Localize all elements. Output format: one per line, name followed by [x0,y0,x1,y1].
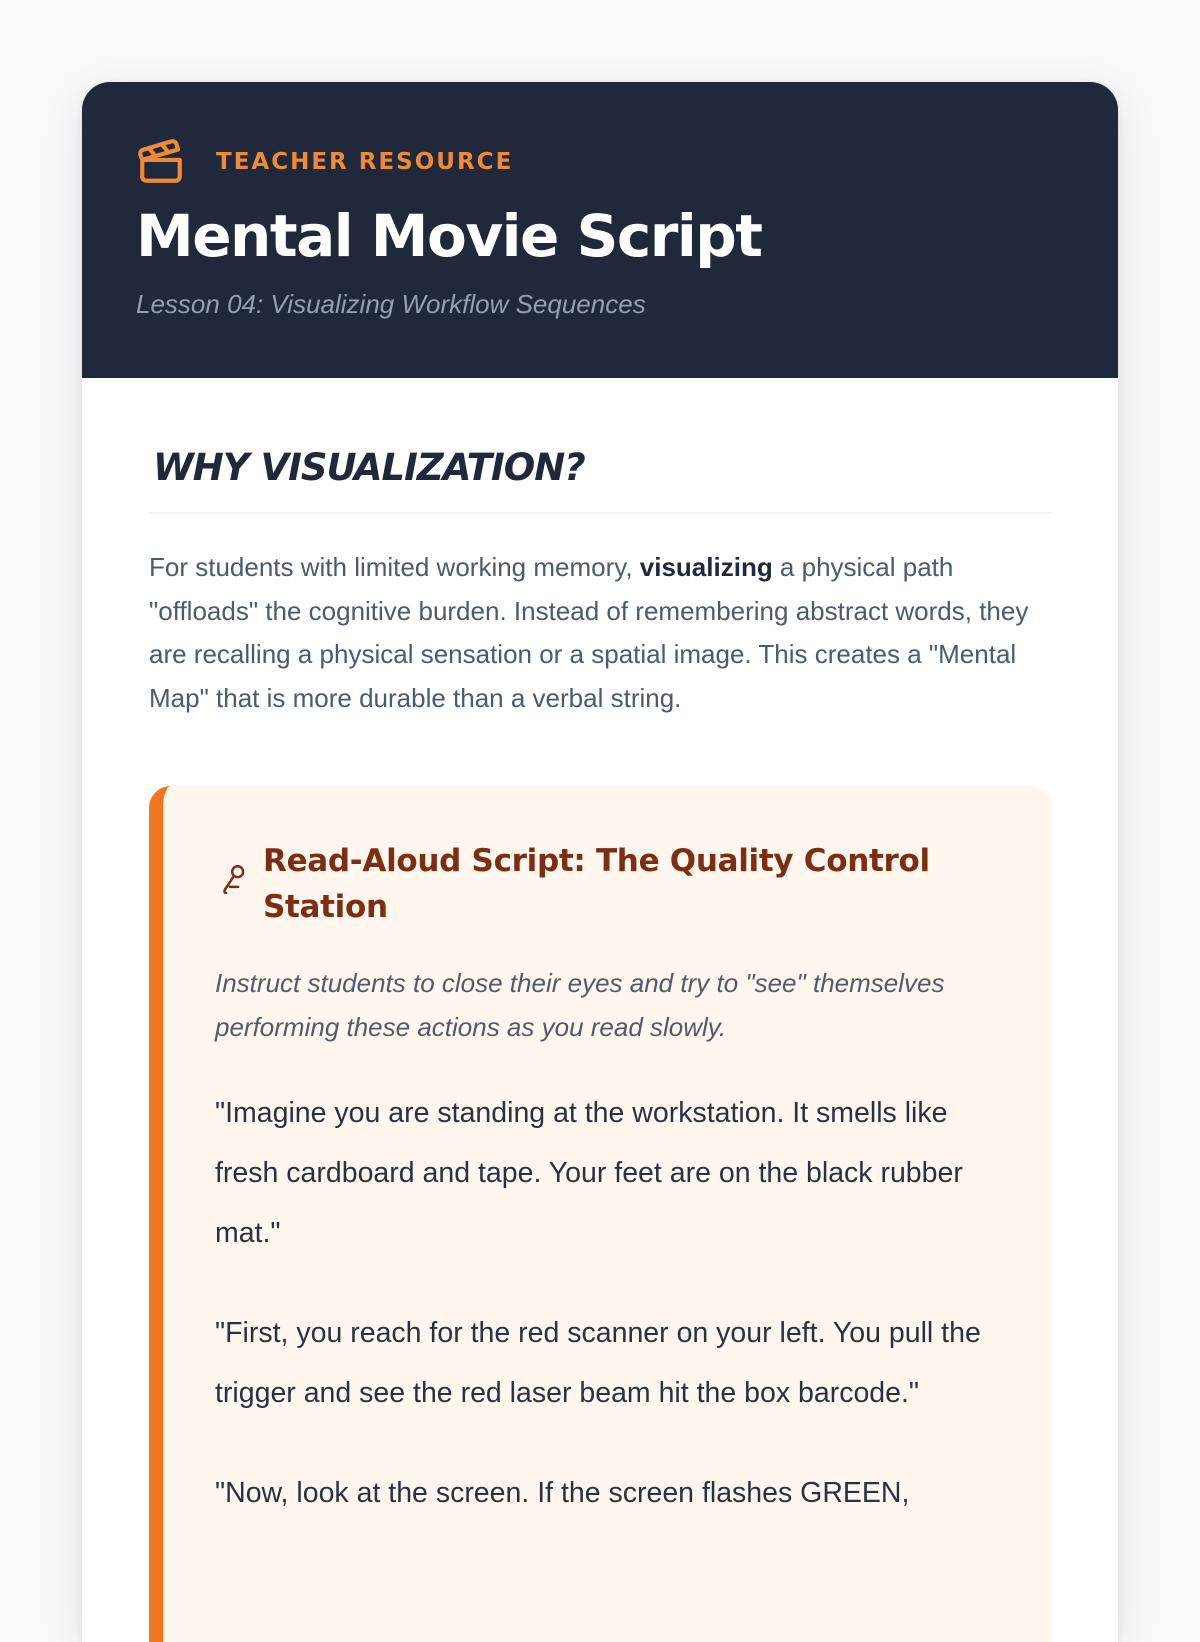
script-header [215,838,992,930]
page-title: Mental Movie Script [136,202,762,270]
section-heading: WHY VISUALIZATION? [153,446,585,489]
page-subtitle: Lesson 04: Visualizing Workflow Sequences [136,289,646,319]
intro-emphasis: visualizing [639,552,773,582]
lesson-card [82,82,1118,1642]
intro-text-start: For students with limited working memory, [149,552,640,582]
script-paragraph: "Imagine you are standing at the workstation. It smells like fresh cardboard and tape. Your feet are on the black rubber mat." [215,1097,963,1249]
intro-text-end: a physical path "offloads" the cognitive burden. Instead of remembering abstract words, they are recalling a physical sensation or a spatial image. This creates a "Mental Map" that is more durable than a verbal string. [149,552,1029,713]
content [82,444,1118,1642]
script-paragraph: "First, you reach for the red scanner on your left. You pull the trigger and see the red laser beam hit the box barcode." [215,1317,981,1409]
script-instruction: Instruct students to close their eyes and try to "see" themselves performing these actions as you read slowly. [215,968,945,1042]
eyebrow-label: TEACHER RESOURCE [216,149,514,175]
script-title: Read-Aloud Script: The Quality Control Station [263,843,930,925]
clapperboard-icon [136,137,186,187]
microphone-icon [219,862,249,896]
divider [149,512,1052,514]
script-paragraph: "Now, look at the screen. If the screen flashes GREEN, [215,1477,910,1509]
intro-paragraph [149,546,1052,720]
eyebrow [136,138,1064,186]
header [82,82,1118,378]
read-aloud-script-box [149,786,1052,1642]
